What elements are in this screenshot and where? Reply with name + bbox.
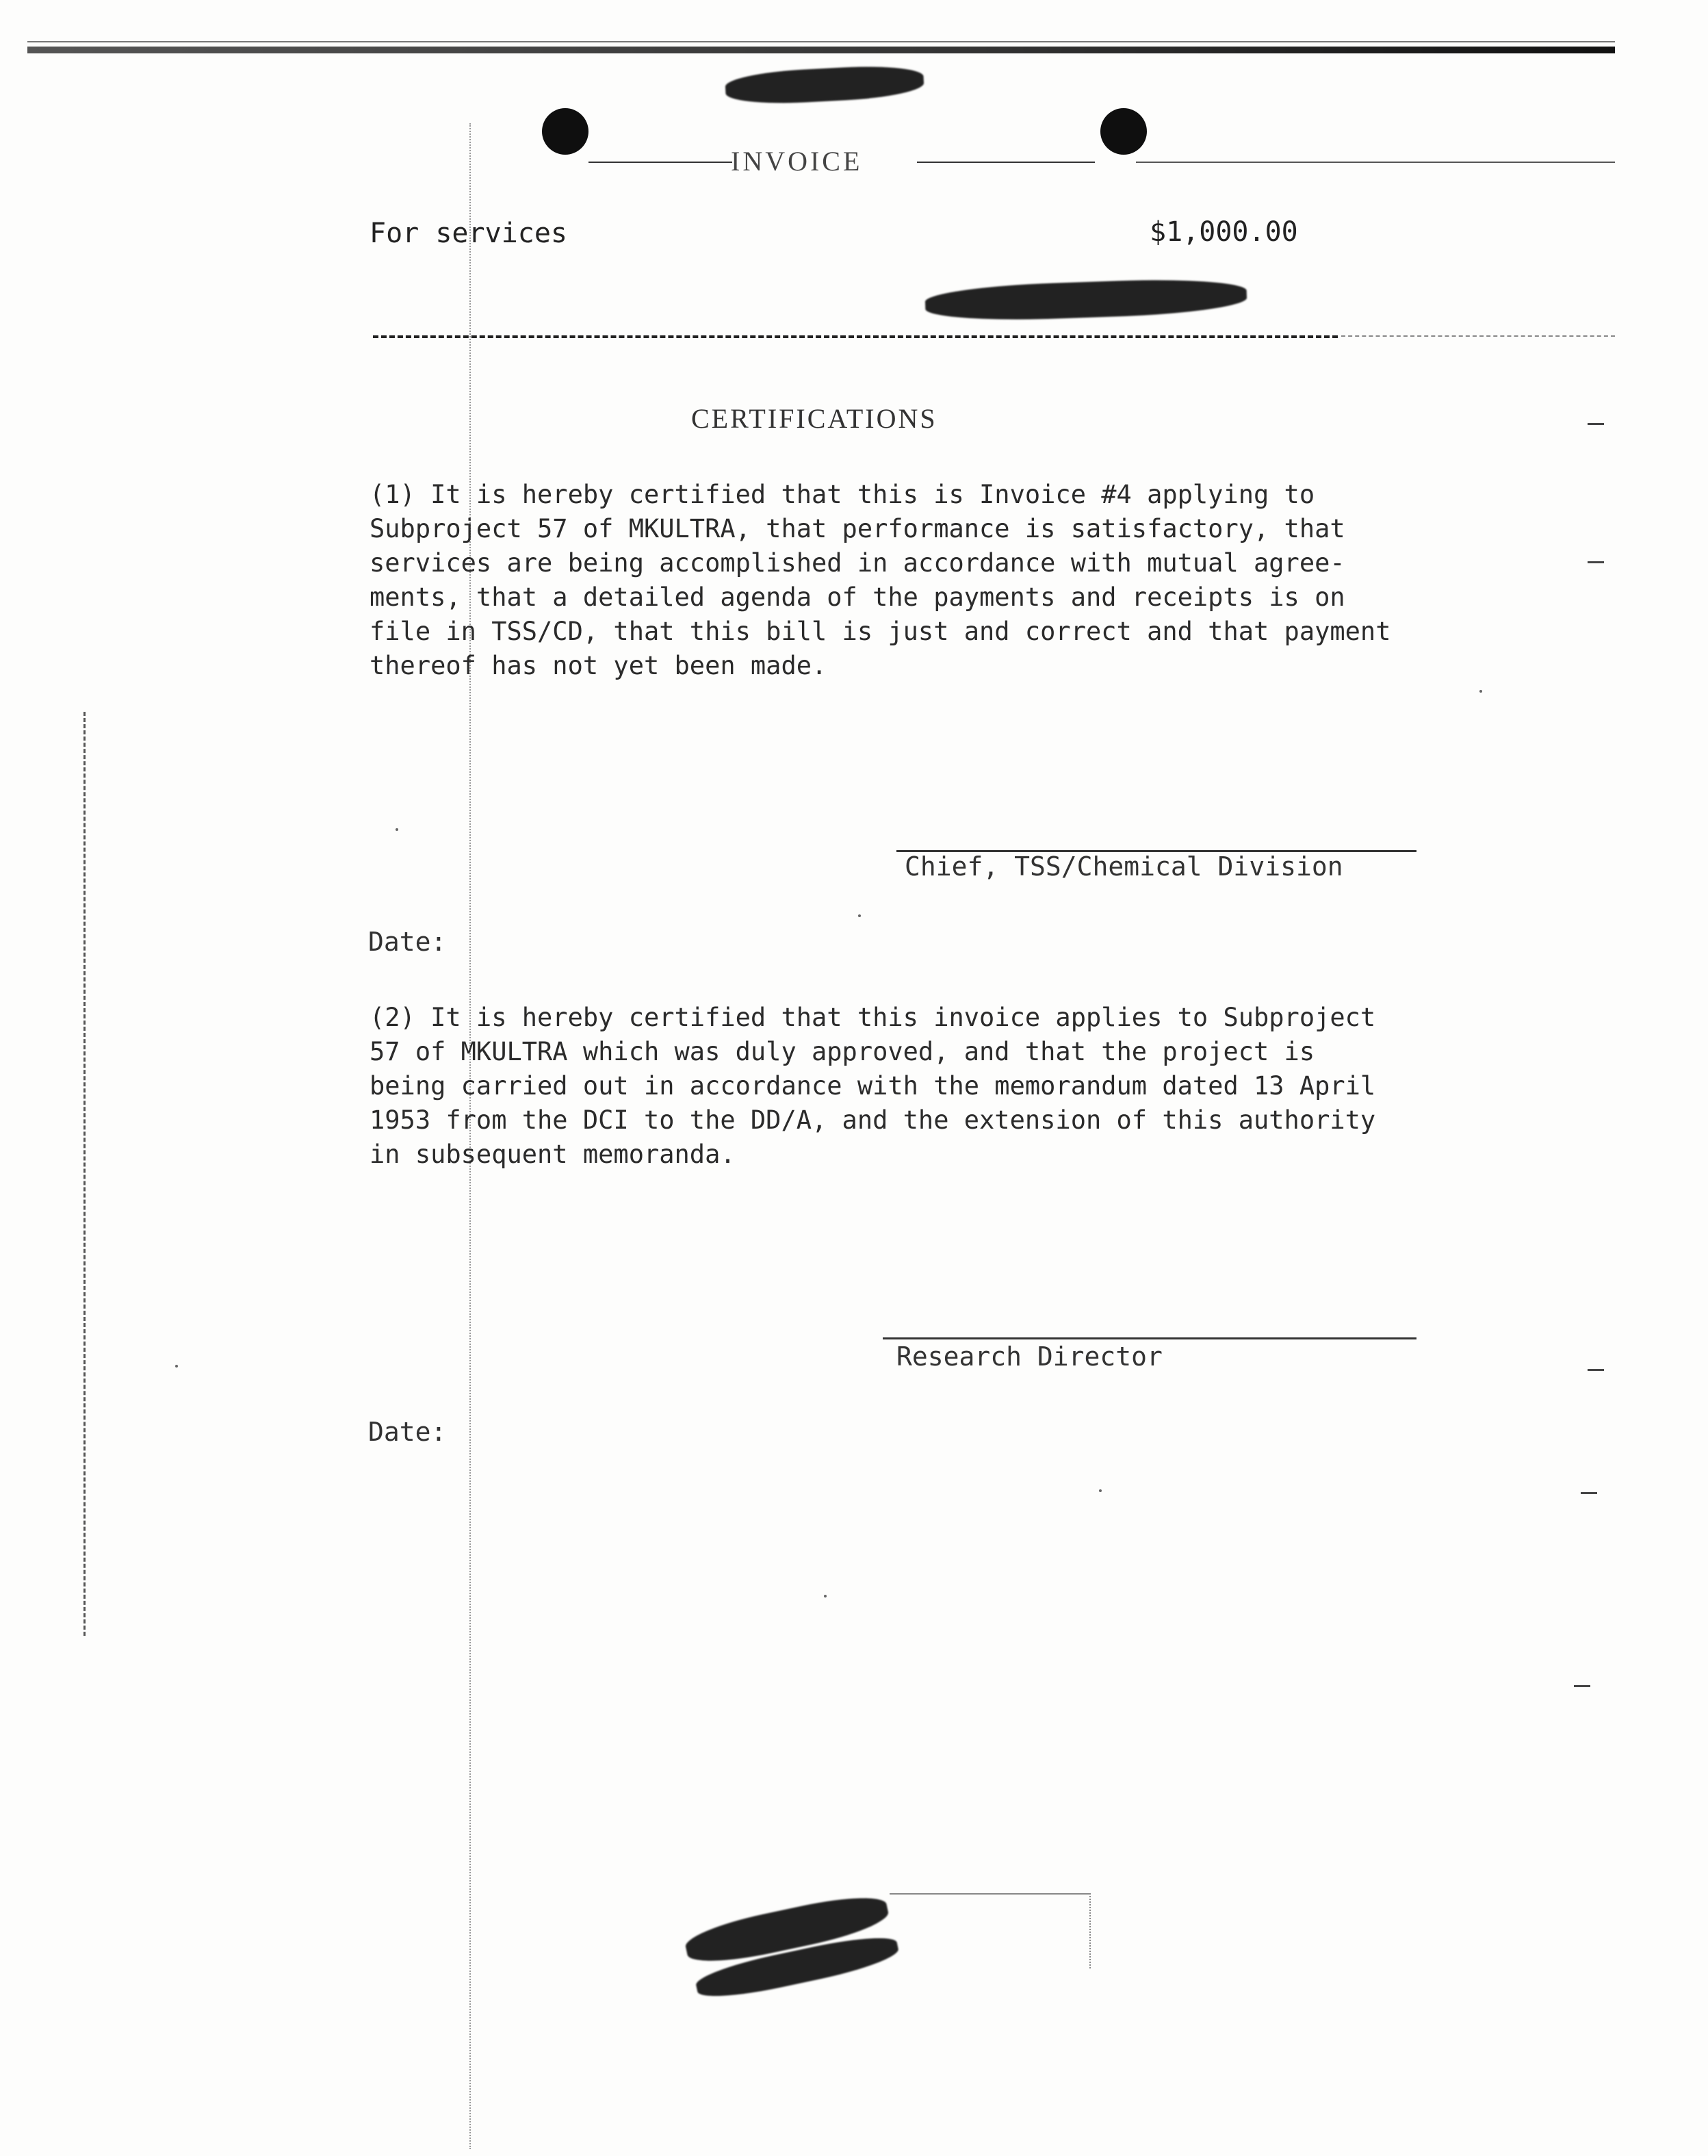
scan-speck [175, 1365, 178, 1368]
punch-hole-left [542, 108, 588, 155]
certifications-heading: CERTIFICATIONS [691, 403, 937, 434]
date-label-1: Date: [368, 927, 447, 957]
section-separator-tail [1341, 335, 1615, 337]
margin-mark [1588, 1369, 1604, 1371]
section-separator [373, 335, 1338, 338]
margin-mark [1588, 423, 1604, 425]
invoice-title: INVOICE [731, 146, 863, 177]
certification-paragraph-1: (1) It is hereby certified that this is Invoice #4 applying to Subproject 57 of MKULTRA, that performance is satisfactory, that services are being accomplished in accordance with mutual agree- ments, that a detailed agenda of the payments and receipts is on file in TSS/CD, that this bill is just and correct and that payment thereof has not yet been made. [370, 480, 1391, 680]
signature-title-2: Research Director [896, 1342, 1163, 1372]
scan-speck [1479, 690, 1482, 693]
invoice-rule-left [588, 162, 732, 163]
invoice-rule-right [917, 162, 1095, 163]
top-border-thin [27, 41, 1615, 42]
certification-paragraph-2: (2) It is hereby certified that this invoice applies to Subproject 57 of MKULTRA which was duly approved, and that the project is being carried out in accordance with the memorandum dated 13 April 1953 from the DCI to the DD/A, and the extension of this authority in subsequent memoranda. [370, 1003, 1376, 1169]
bottom-stamp-box [890, 1893, 1091, 1968]
scan-speck [396, 828, 398, 831]
services-label: For services [370, 218, 567, 249]
scan-speck [1099, 1489, 1102, 1492]
margin-mark [1574, 1685, 1590, 1687]
margin-mark [1581, 1492, 1597, 1494]
scan-speck [858, 914, 861, 917]
services-amount: $1,000.00 [1150, 216, 1298, 248]
margin-mark [1588, 561, 1604, 563]
redaction-mark-amount [924, 277, 1247, 323]
left-edge-line [83, 712, 86, 1636]
date-label-2: Date: [368, 1417, 447, 1447]
scan-speck [824, 1595, 827, 1597]
redaction-mark-top [725, 63, 924, 106]
signature-line-2 [883, 1337, 1416, 1339]
signature-title-1: Chief, TSS/Chemical Division [905, 851, 1343, 882]
top-border-bar [27, 47, 1615, 53]
invoice-rule-far [1136, 162, 1615, 163]
punch-hole-right [1100, 108, 1147, 155]
